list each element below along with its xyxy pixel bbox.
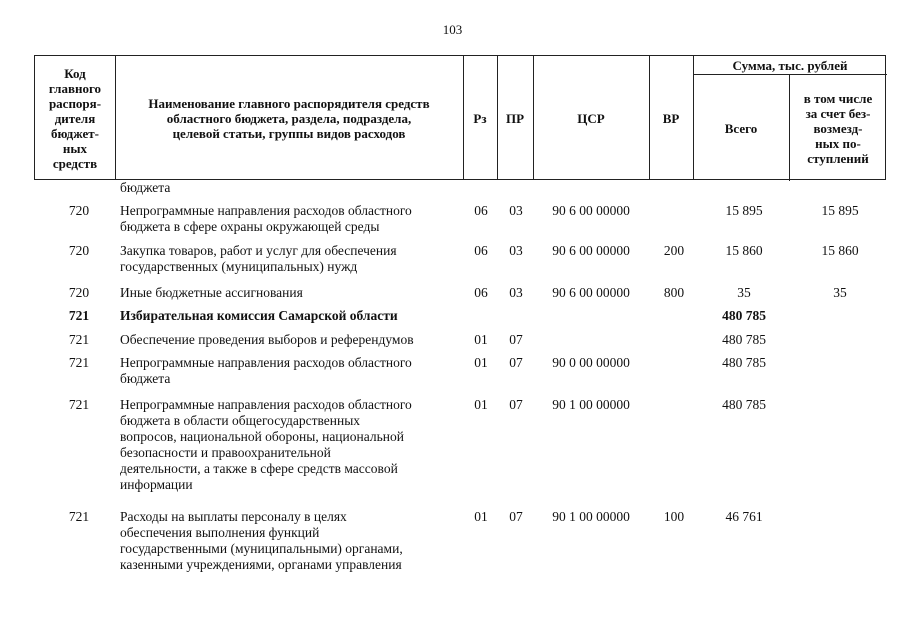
row-name-line: бюджета в сфере охраны окружающей среды <box>120 219 380 234</box>
header-code-line: бюджет- <box>50 126 99 141</box>
row-name <box>120 332 465 348</box>
header-name-line: областного бюджета, раздела, подраздела, <box>166 111 412 126</box>
row-pr: 03 <box>509 203 523 218</box>
page-number: 103 <box>442 22 463 37</box>
header-total: Всего <box>724 120 758 136</box>
row-name <box>120 509 465 573</box>
header-name-line: целевой статьи, группы видов расходов <box>172 126 406 141</box>
row-code: 720 <box>68 243 90 258</box>
row-rz: 06 <box>474 243 488 258</box>
row-name-line: Обеспечение проведения выборов и референдумов <box>120 332 414 347</box>
row-total: 480 785 <box>722 355 766 370</box>
row-name-line: обеспечения выполнения функций <box>120 525 320 540</box>
row-pr: 07 <box>509 355 523 370</box>
row-name-line: Непрограммные направления расходов областного <box>120 397 412 412</box>
header-code-line: Код <box>64 66 86 81</box>
row-name-line: Непрограммные направления расходов областного <box>120 355 412 370</box>
row-vr: 100 <box>663 509 685 524</box>
row-total: 480 785 <box>722 308 766 323</box>
header-code-line: ных <box>62 141 88 156</box>
header-code-line: средств <box>52 156 98 171</box>
header-rz: Рз <box>473 111 487 126</box>
row-name-line: информации <box>120 477 193 492</box>
row-name-line: Избирательная комиссия Самарской области <box>120 308 398 323</box>
row-name <box>120 355 465 387</box>
row-code: 721 <box>68 397 90 412</box>
row-code: 720 <box>68 203 90 218</box>
row-rz: 06 <box>474 203 488 218</box>
row-name <box>120 397 465 493</box>
row-name <box>120 285 465 301</box>
header-incl-lines <box>804 91 873 166</box>
row-name-line: безопасности и правоохранительной <box>120 445 331 460</box>
row-name-line: бюджета <box>120 371 171 386</box>
row-name-line: вопросов, национальной обороны, национальной <box>120 429 404 444</box>
row-total: 480 785 <box>722 397 766 412</box>
row-csr: 90 6 00 00000 <box>552 285 630 300</box>
row-name-line: Непрограммные направления расходов областного <box>120 203 412 218</box>
row-name-line: Расходы на выплаты персоналу в целях <box>120 509 347 524</box>
row-name-line: деятельности, а также в сфере средств массовой <box>120 461 398 476</box>
row-name-line: государственных (муниципальных) нужд <box>120 259 358 274</box>
row-name-line: казенными учреждениями, органами управления <box>120 557 402 572</box>
row-pr: 03 <box>509 285 523 300</box>
row-name <box>120 243 465 275</box>
row-rz: 01 <box>474 397 488 412</box>
header-name-line: Наименование главного распорядителя средств <box>148 96 430 111</box>
header-pr: ПР <box>505 111 525 126</box>
header-name-lines <box>148 96 429 141</box>
row-total: 480 785 <box>722 332 766 347</box>
row-name-line: государственными (муниципальными) органами, <box>120 541 403 556</box>
header-incl-line: в том числе <box>803 90 873 106</box>
header-incl-line: ступлений <box>807 150 869 166</box>
row-vr: 800 <box>663 285 685 300</box>
row-name <box>120 180 465 196</box>
row-code: 720 <box>68 285 90 300</box>
header-name <box>115 56 463 181</box>
row-name <box>120 203 465 235</box>
row-total: 15 860 <box>725 243 763 258</box>
row-rz: 01 <box>474 332 488 347</box>
row-csr: 90 1 00 00000 <box>552 509 630 524</box>
row-total: 15 895 <box>725 203 763 218</box>
header-code <box>35 56 115 181</box>
row-csr: 90 6 00 00000 <box>552 203 630 218</box>
row-pr: 07 <box>509 397 523 412</box>
header-csr: ЦСР <box>577 111 605 126</box>
row-pr: 07 <box>509 332 523 347</box>
row-total: 46 761 <box>725 509 763 524</box>
header-sum: Сумма, тыс. рублей <box>732 58 848 73</box>
row-code: 721 <box>68 355 90 370</box>
header-vr: ВР <box>662 111 680 126</box>
row-pr: 03 <box>509 243 523 258</box>
row-incl: 15 895 <box>821 203 859 218</box>
header-incl-line: возмезд- <box>813 120 863 136</box>
row-incl: 15 860 <box>821 243 859 258</box>
header-code-line: распоря- <box>48 96 102 111</box>
row-csr: 90 1 00 00000 <box>552 397 630 412</box>
header-code-line: дителя <box>54 111 96 126</box>
header-code-lines <box>49 66 101 171</box>
row-rz: 06 <box>474 285 488 300</box>
row-name-line: бюджета в области общегосударственных <box>120 413 361 428</box>
header-incl-line: за счет без- <box>805 105 871 121</box>
row-name <box>120 308 465 324</box>
table-header <box>34 55 886 180</box>
row-csr: 90 6 00 00000 <box>552 243 630 258</box>
row-pr: 07 <box>509 509 523 524</box>
row-name-line: бюджета <box>120 180 171 195</box>
header-incl-line: ных по- <box>815 135 861 151</box>
header-code-line: главного <box>48 81 102 96</box>
row-name-line: Закупка товаров, работ и услуг для обеспечения <box>120 243 397 258</box>
row-incl: 35 <box>833 285 847 300</box>
row-code: 721 <box>68 332 90 347</box>
header-incl <box>789 75 887 181</box>
row-rz: 01 <box>474 355 488 370</box>
row-vr: 200 <box>663 243 685 258</box>
row-csr: 90 0 00 00000 <box>552 355 630 370</box>
row-total: 35 <box>737 285 751 300</box>
row-code: 721 <box>68 509 90 524</box>
row-code: 721 <box>68 308 90 323</box>
row-name-line: Иные бюджетные ассигнования <box>120 285 303 300</box>
row-rz: 01 <box>474 509 488 524</box>
